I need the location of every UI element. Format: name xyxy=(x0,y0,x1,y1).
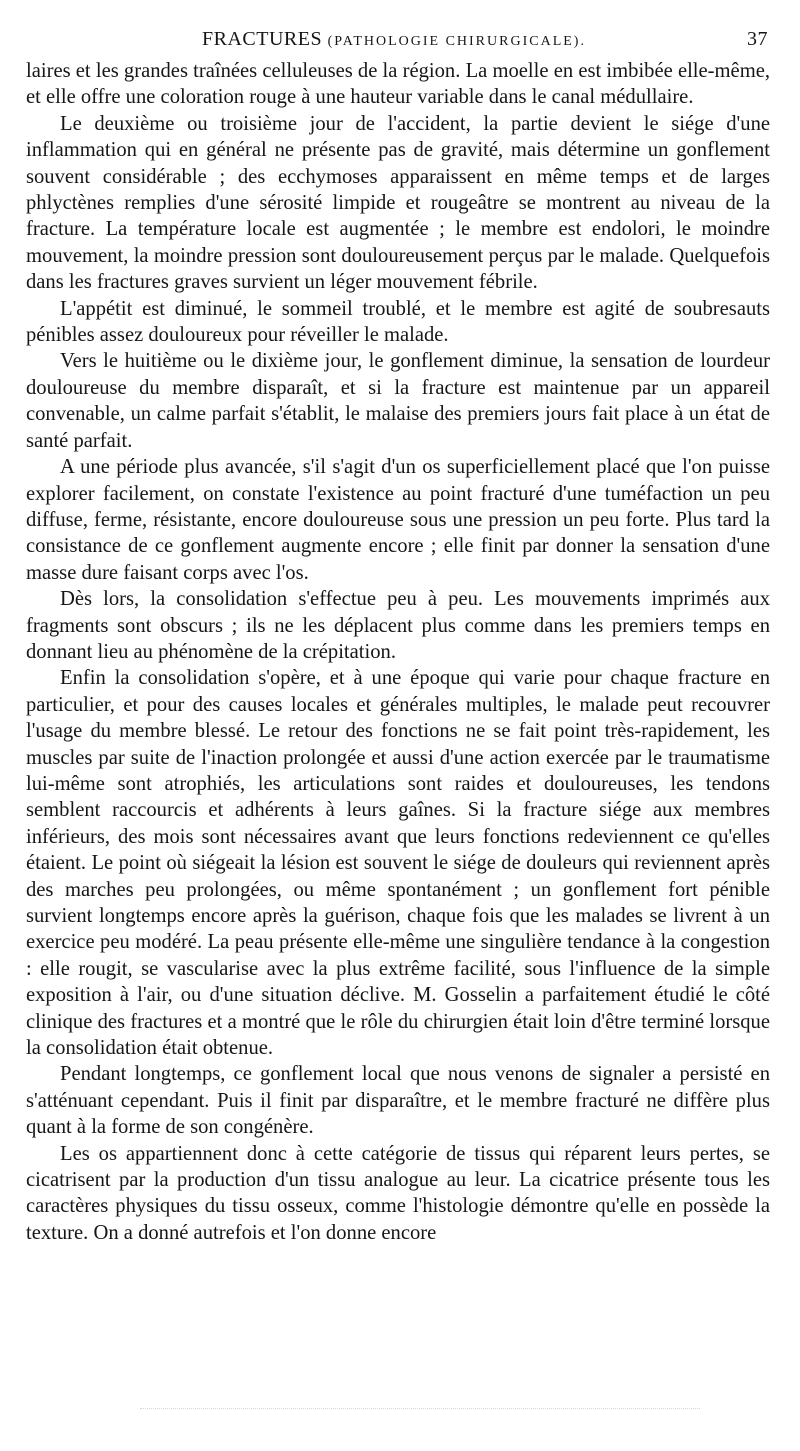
paragraph: Enfin la consolidation s'opère, et à une époque qui varie pour chaque fracture en particulier, et pour des causes locales et générales multiples, le malade peut recouvrer l'usage du membre blessé. Le retour des fonctions ne se fait point très-rapidement, les muscles par suite de l'inaction prolongée et aussi d'une action exercée par le traumatisme lui-même sont atrophiés, les articulations sont raides et douloureuses, les tendons semblent raccourcis et adhérents à leurs gaînes. Si la fracture siége aux membres inférieurs, des mois sont nécessaires avant que leurs fonctions redeviennent ce qu'elles étaient. Le point où siégeait la lésion est souvent le siége de douleurs qui reviennent après des marches peu prolongées, ou même spontanément ; un gonflement fort pénible survient longtemps encore après la guérison, chaque fois que les malades se livrent à un exercice peu modéré. La peau présente elle-même une singulière tendance à la congestion : elle rougit, se vascularise avec la plus extrême facilité, sous l'influence de la simple exposition à l'air, ou d'une situation déclive. M. Gosselin a parfaitement étudié le côté clinique des fractures et a montré que le rôle du chirurgien était loin d'être terminé lorsque la consolidation était obtenue. xyxy=(26,667,770,1060)
running-title-sub: (PATHOLOGIE CHIRURGICALE). xyxy=(327,34,586,49)
page-body xyxy=(26,58,770,1246)
paragraph: Les os appartiennent donc à cette catégorie de tissus qui réparent leurs pertes, se cicatrisent par la production d'un tissu analogue au leur. La cicatrice présente tous les caractères physiques du tissu osseux, comme l'histologie démontre qu'elle en possède la texture. On a donné autrefois et l'on donne encore xyxy=(26,1142,770,1244)
paragraph: Dès lors, la consolidation s'effectue peu à peu. Les mouvements imprimés aux fragments sont obscurs ; ils ne les déplacent plus comme dans les premiers temps en donnant lieu au phénomène de la crépitation. xyxy=(26,588,770,663)
book-page xyxy=(26,28,770,1246)
paragraph: Vers le huitième ou le dixième jour, le gonflement diminue, la sensation de lourdeur douloureuse du membre disparaît, et si la fracture est maintenue par un appareil convenable, un calme parfait s'établit, le malaise des premiers jours fait place à un état de santé parfait. xyxy=(26,350,770,452)
paragraph: A une période plus avancée, s'il s'agit d'un os superficiellement placé que l'on puisse explorer facilement, on constate l'existence au point fracturé d'une tuméfaction un peu diffuse, ferme, résistante, encore douloureuse sous une pression un peu forte. Plus tard la consistance de ce gonflement augmente encore ; elle finit par donner la sensation d'une masse dure faisant corps avec l'os. xyxy=(26,456,770,584)
paragraph: Le deuxième ou troisième jour de l'accident, la partie devient le siége d'une inflammation qui en général ne présente pas de gravité, mais détermine un gonflement souvent considérable ; des ecchymoses apparaissent en même temps et de larges phlyctènes remplies d'une sérosité limpide et rougeâtre se montrent au niveau de la fracture. La température locale est augmentée ; le membre est endolori, le moindre mouvement, la moindre pression sont douloureusement perçus par le malade. Quelquefois dans les fractures graves survient un léger mouvement fébrile. xyxy=(26,112,770,294)
page-number: 37 xyxy=(747,28,768,50)
scan-footer-marks xyxy=(140,1408,700,1415)
paragraph: L'appétit est diminué, le sommeil troublé, et le membre est agité de soubresauts pénibles assez douloureux pour réveiller le malade. xyxy=(26,297,770,347)
paragraph: Pendant longtemps, ce gonflement local que nous venons de signaler a persisté en s'atténuant cependant. Puis il finit par disparaître, et le membre fracturé ne diffère plus quant à la forme de son congénère. xyxy=(26,1063,770,1139)
running-title xyxy=(202,28,586,51)
paragraph-continued: laires et les grandes traînées celluleuses de la région. La moelle en est imbibée elle-même, et elle offre une coloration rouge à une hauteur variable dans le canal médullaire. xyxy=(26,60,770,109)
running-header xyxy=(26,28,770,58)
running-title-main: FRACTURES xyxy=(202,28,323,50)
